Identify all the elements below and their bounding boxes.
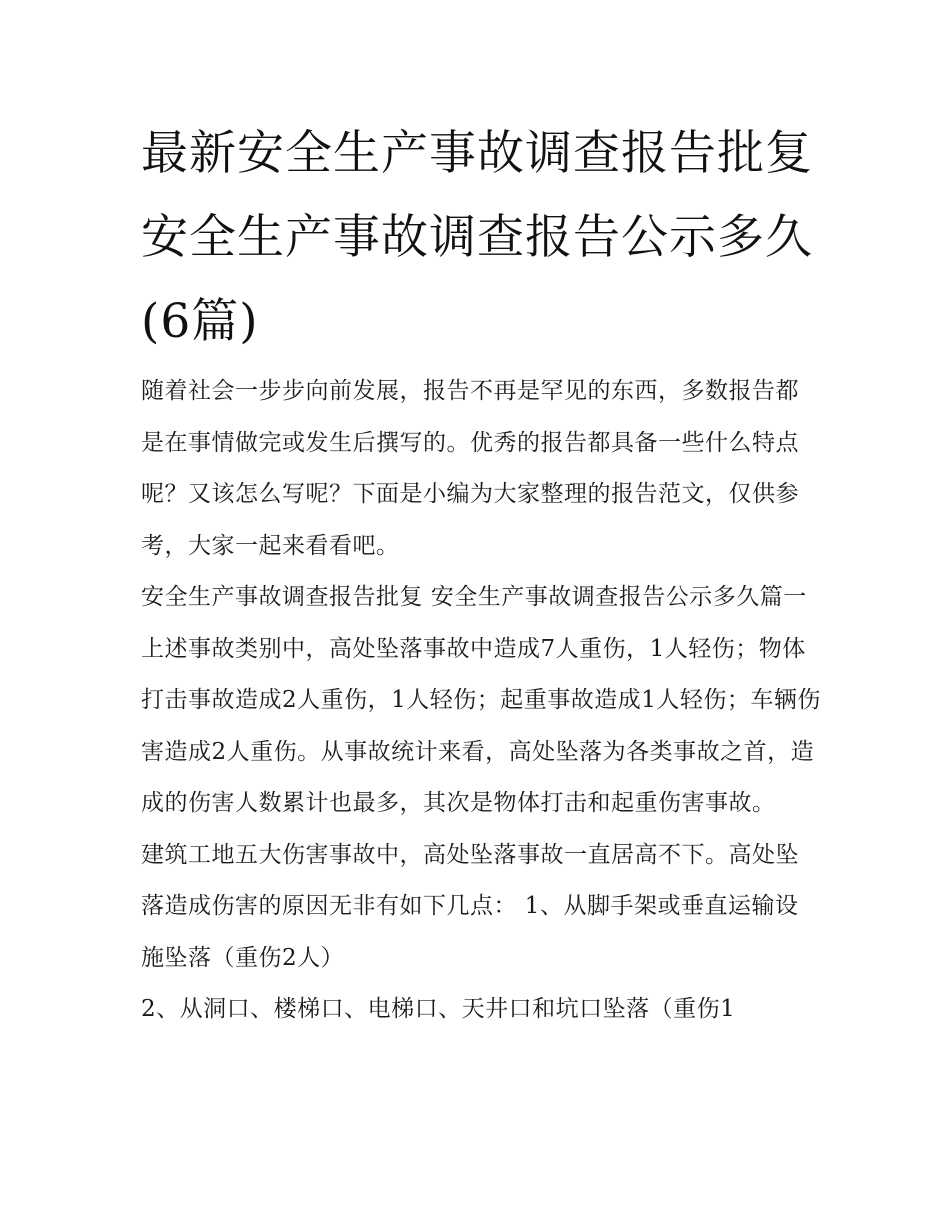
document-title: 最新安全生产事故调查报告批复 安全生产事故调查报告公示多久(6篇) <box>141 126 813 349</box>
document-body <box>141 112 821 1036</box>
fall-causes-paragraph: 建筑工地五大伤害事故中，高处坠落事故一直居高不下。高处坠落造成伤害的原因无非有如下几点： 1、从脚手架或垂直运输设施坠落（重伤2人） <box>141 841 799 971</box>
fall-cause-item-2: 2、从洞口、楼梯口、电梯口、天井口和坑口坠落（重伤1 <box>141 996 736 1022</box>
section-heading: 安全生产事故调查报告批复 安全生产事故调查报告公示多久篇一 <box>141 584 807 610</box>
intro-paragraph: 随着社会一步步向前发展，报告不再是罕见的东西，多数报告都是在事情做完或发生后撰写的。优秀的报告都具备一些什么特点呢？又该怎么写呢？下面是小编为大家整理的报告范文，仅供参考，大家一起来看看吧。 <box>141 378 799 559</box>
accident-statistics-paragraph: 上述事故类别中，高处坠落事故中造成7人重伤，1人轻伤；物体打击事故造成2人重伤，1人轻伤；起重事故造成1人轻伤；车辆伤害造成2人重伤。从事故统计来看，高处坠落为各类事故之首，造成的伤害人数累计也最多，其次是物体打击和起重伤害事故。 <box>141 635 821 816</box>
